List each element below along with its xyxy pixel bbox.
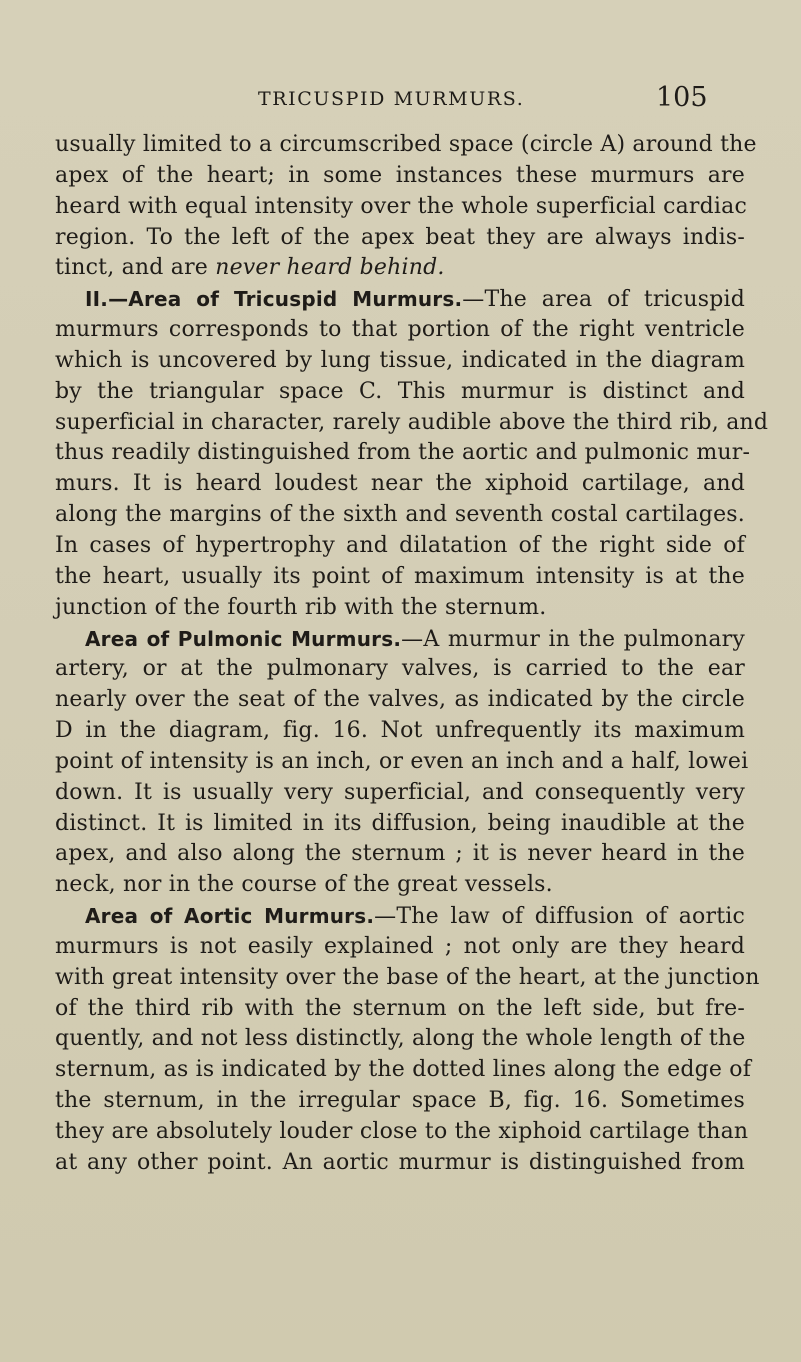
text-line: murs. It is heard loudest near the xiphoid cartilage, and — [55, 471, 745, 497]
text-line: distinct. It is limited in its diffusion, being inaudible at the — [55, 810, 745, 836]
text-line: usually limited to a circumscribed space (circle A) around the — [55, 132, 757, 157]
section-heading-tricuspid: II.—Area of Tricuspid Murmurs. — [85, 287, 463, 312]
running-head — [0, 82, 801, 112]
text-line: they are absolutely louder close to the xiphoid cartilage than — [55, 1119, 749, 1144]
text-fragment: —A murmur in the pulmonary — [401, 626, 746, 652]
section-line — [55, 284, 745, 315]
text-line: nearly over the seat of the valves, as indicated by the circle — [55, 687, 745, 713]
text-line: the heart, usually its point of maximum intensity is at the — [55, 563, 745, 589]
text-line: along the margins of the sixth and seventh costal cartilages. — [55, 502, 745, 528]
section-line — [55, 901, 745, 932]
text-line: at any other point. An aortic murmur is distinguished from — [55, 1149, 745, 1175]
text-line: murmurs corresponds to that portion of the right ventricle — [55, 317, 745, 343]
text-fragment: —The law of diffusion of aortic — [374, 904, 745, 930]
text-line — [55, 253, 745, 284]
text-line: of the third rib with the sternum on the left side, but fre- — [55, 995, 745, 1021]
text-line: thus readily distinguished from the aortic and pulmonic mur- — [55, 440, 751, 466]
page-number: 105 — [656, 82, 708, 113]
text-line: D in the diagram, fig. 16. Not unfrequently its maximum — [55, 718, 745, 744]
text-line: artery, or at the pulmonary valves, is carried to the ear — [55, 656, 745, 682]
text-line: region. To the left of the apex beat they are always indis- — [55, 224, 745, 250]
text-line: quently, and not less distinctly, along the whole length of the — [55, 1026, 746, 1052]
running-title: TRICUSPID MURMURS. — [258, 88, 525, 110]
text-line: with great intensity over the base of the heart, at the junction — [55, 964, 760, 990]
body-text — [55, 130, 769, 1179]
text-line: the sternum, in the irregular space B, fig. 16. Sometimes — [55, 1088, 745, 1114]
text-line: heard with equal intensity over the whole superficial cardiac — [55, 193, 747, 219]
section-heading-pulmonic: Area of Pulmonic Murmurs. — [85, 626, 402, 651]
text-line: by the triangular space C. This murmur is distinct and — [55, 378, 745, 404]
text-line: point of intensity is an inch, or even an inch and a half, lowei — [55, 748, 749, 774]
text-fragment: —The area of tricuspid — [462, 287, 745, 313]
emphasis-text: never heard behind. — [215, 255, 445, 281]
text-line: superficial in character, rarely audible above the third rib, and — [55, 409, 769, 435]
text-line: sternum, as is indicated by the dotted lines along the edge of — [55, 1057, 752, 1083]
text-line: down. It is usually very superficial, and consequently very — [55, 779, 745, 805]
text-line: murmurs is not easily explained ; not only are they heard — [55, 933, 745, 959]
section-line — [55, 624, 745, 655]
text-line: junction of the fourth rib with the sternum. — [55, 594, 547, 620]
text-line: which is uncovered by lung tissue, indicated in the diagram — [55, 347, 745, 373]
text-line: apex of the heart; in some instances these murmurs are — [55, 162, 745, 188]
text-line: apex, and also along the sternum ; it is never heard in the — [55, 841, 745, 867]
text-line: neck, nor in the course of the great vessels. — [55, 872, 553, 898]
section-heading-aortic: Area of Aortic Murmurs. — [85, 904, 375, 929]
text-fragment: tinct, and are — [55, 255, 216, 281]
text-line: In cases of hypertrophy and dilatation of the right side of — [55, 532, 745, 558]
